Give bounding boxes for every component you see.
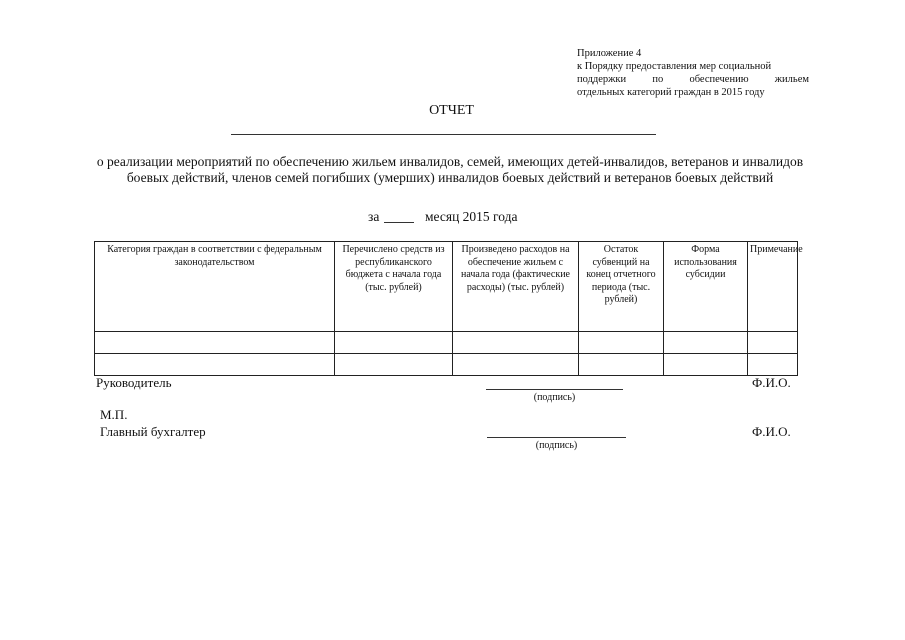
column-header-transferred: Перечислено средств из республиканского бюджета с начала года (тыс. рублей): [335, 242, 453, 332]
column-header-note: Примечание: [748, 242, 798, 332]
table-row: [95, 332, 798, 354]
column-header-balance: Остаток субвенций на конец отчетного периода (тыс. рублей): [579, 242, 664, 332]
annex-number: Приложение 4: [577, 48, 642, 59]
organization-name-line: [231, 134, 656, 135]
head-label: Руководитель: [96, 375, 172, 390]
table-cell[interactable]: [335, 332, 453, 354]
period-month-blank: [384, 222, 414, 223]
table-cell[interactable]: [748, 354, 798, 376]
table-cell[interactable]: [95, 354, 335, 376]
report-table: [94, 241, 803, 376]
table-cell[interactable]: [453, 354, 579, 376]
table-cell[interactable]: [95, 332, 335, 354]
report-title: [0, 103, 905, 119]
accountant-signature-line[interactable]: [487, 437, 626, 438]
column-header-category: Категория граждан в соответствии с федеральным законодательством: [95, 242, 335, 332]
accountant-fio: Ф.И.О.: [752, 424, 791, 439]
head-fio: Ф.И.О.: [752, 375, 791, 390]
table-cell[interactable]: [664, 354, 748, 376]
report-subject: о реализации мероприятий по обеспечению жильем инвалидов, семей, имеющих детей-инвалидов, ветеранов и инвалидов боевых действий, членов семей погибших (умерших) инвалидов боевых действий и ветеранов боевых действий: [96, 154, 804, 185]
annex-line-2: к Порядку предоставления мер социальной: [577, 61, 772, 72]
accountant-signature-caption: (подпись): [535, 440, 578, 451]
annex-line-4: отдельных категорий граждан в 2015 году: [577, 87, 765, 98]
column-header-subsidy-form: Форма использования субсидии: [664, 242, 748, 332]
table-header-row: [95, 242, 798, 332]
head-signature-caption: (подпись): [533, 392, 576, 403]
period-prefix: за: [368, 209, 380, 224]
table-cell[interactable]: [579, 332, 664, 354]
annex-line-3: поддержки по обеспечению жильем: [577, 74, 809, 85]
table-cell[interactable]: [579, 354, 664, 376]
table-cell[interactable]: [748, 332, 798, 354]
annex-header: [577, 47, 809, 99]
table-cell[interactable]: [664, 332, 748, 354]
table-cell[interactable]: [453, 332, 579, 354]
period-suffix: месяц 2015 года: [425, 209, 518, 224]
report-title-text: ОТЧЕТ: [429, 103, 474, 118]
seal-mark: М.П.: [100, 407, 128, 422]
table-cell[interactable]: [335, 354, 453, 376]
table-row: [95, 354, 798, 376]
accountant-label: Главный бухгалтер: [100, 424, 206, 439]
column-header-expenses: Произведено расходов на обеспечение жильем с начала года (фактические расходы) (тыс. рублей): [453, 242, 579, 332]
head-signature-line[interactable]: [486, 389, 623, 390]
